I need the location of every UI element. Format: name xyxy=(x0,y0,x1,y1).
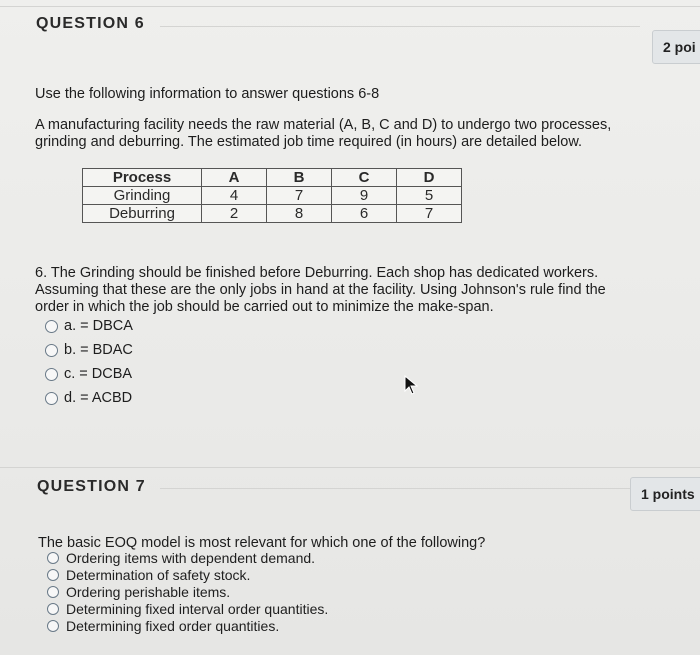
divider xyxy=(0,6,700,7)
question-6-line-3: order in which the job should be carried out to minimize the make-span. xyxy=(35,299,494,315)
mouse-cursor-icon xyxy=(404,375,418,395)
table-cell: 5 xyxy=(397,187,462,205)
option-label: d. = ACBD xyxy=(64,390,133,406)
question-6-line-2: Assuming that these are the only jobs in hand at the facility. Using Johnson's rule find the xyxy=(35,282,606,298)
question-7-title: QUESTION 7 xyxy=(37,478,146,495)
table-cell: 7 xyxy=(267,187,332,205)
option-3[interactable] xyxy=(47,584,230,600)
option-label: a. = DBCA xyxy=(64,318,133,334)
option-2[interactable] xyxy=(47,567,250,583)
description-line-1: A manufacturing facility needs the raw material (A, B, C and D) to undergo two processes, xyxy=(35,117,612,133)
table-cell: Deburring xyxy=(83,205,202,223)
description-line-2: grinding and deburring. The estimated job time required (in hours) are detailed below. xyxy=(35,134,583,150)
question-6-points: 2 poi xyxy=(652,30,700,64)
option-1[interactable] xyxy=(47,550,315,566)
option-a[interactable] xyxy=(45,318,133,334)
option-label: Ordering items with dependent demand. xyxy=(66,550,316,566)
question-7-text: The basic EOQ model is most relevant for which one of the following? xyxy=(38,535,486,551)
table-cell: 8 xyxy=(267,205,332,223)
radio-button[interactable] xyxy=(45,320,58,333)
radio-button[interactable] xyxy=(45,392,58,405)
option-d[interactable] xyxy=(45,390,132,406)
table-header-cell: Process xyxy=(83,169,202,187)
radio-button[interactable] xyxy=(45,368,58,381)
radio-button[interactable] xyxy=(47,603,59,615)
intro-text: Use the following information to answer questions 6-8 xyxy=(35,86,380,102)
radio-button[interactable] xyxy=(47,620,59,632)
table-header-cell: B xyxy=(267,169,332,187)
table-header-row xyxy=(83,169,462,187)
table-cell: 2 xyxy=(202,205,267,223)
option-label: Determining fixed interval order quantities. xyxy=(66,601,329,617)
table-header-cell: C xyxy=(332,169,397,187)
table-cell: 4 xyxy=(202,187,267,205)
table-cell: Grinding xyxy=(83,187,202,205)
question-7-points: 1 points xyxy=(630,477,700,511)
table-cell: 9 xyxy=(332,187,397,205)
option-label: b. = BDAC xyxy=(64,342,133,358)
radio-button[interactable] xyxy=(47,569,59,581)
option-label: Determining fixed order quantities. xyxy=(66,618,280,634)
table-row xyxy=(83,187,462,205)
option-label: Determination of safety stock. xyxy=(66,567,251,583)
table-header-cell: D xyxy=(397,169,462,187)
option-c[interactable] xyxy=(45,366,132,382)
option-5[interactable] xyxy=(47,618,279,634)
divider xyxy=(160,26,640,27)
option-b[interactable] xyxy=(45,342,133,358)
job-time-table xyxy=(82,168,462,223)
radio-button[interactable] xyxy=(47,552,59,564)
table-header-cell: A xyxy=(202,169,267,187)
radio-button[interactable] xyxy=(47,586,59,598)
option-4[interactable] xyxy=(47,601,328,617)
option-label: c. = DCBA xyxy=(64,366,133,382)
table-cell: 6 xyxy=(332,205,397,223)
divider xyxy=(0,467,700,468)
question-6-title: QUESTION 6 xyxy=(36,15,145,32)
option-label: Ordering perishable items. xyxy=(66,584,231,600)
question-6-line-1: 6. The Grinding should be finished before Deburring. Each shop has dedicated workers. xyxy=(35,265,599,281)
radio-button[interactable] xyxy=(45,344,58,357)
table-cell: 7 xyxy=(397,205,462,223)
table-row xyxy=(83,205,462,223)
divider xyxy=(160,488,630,489)
